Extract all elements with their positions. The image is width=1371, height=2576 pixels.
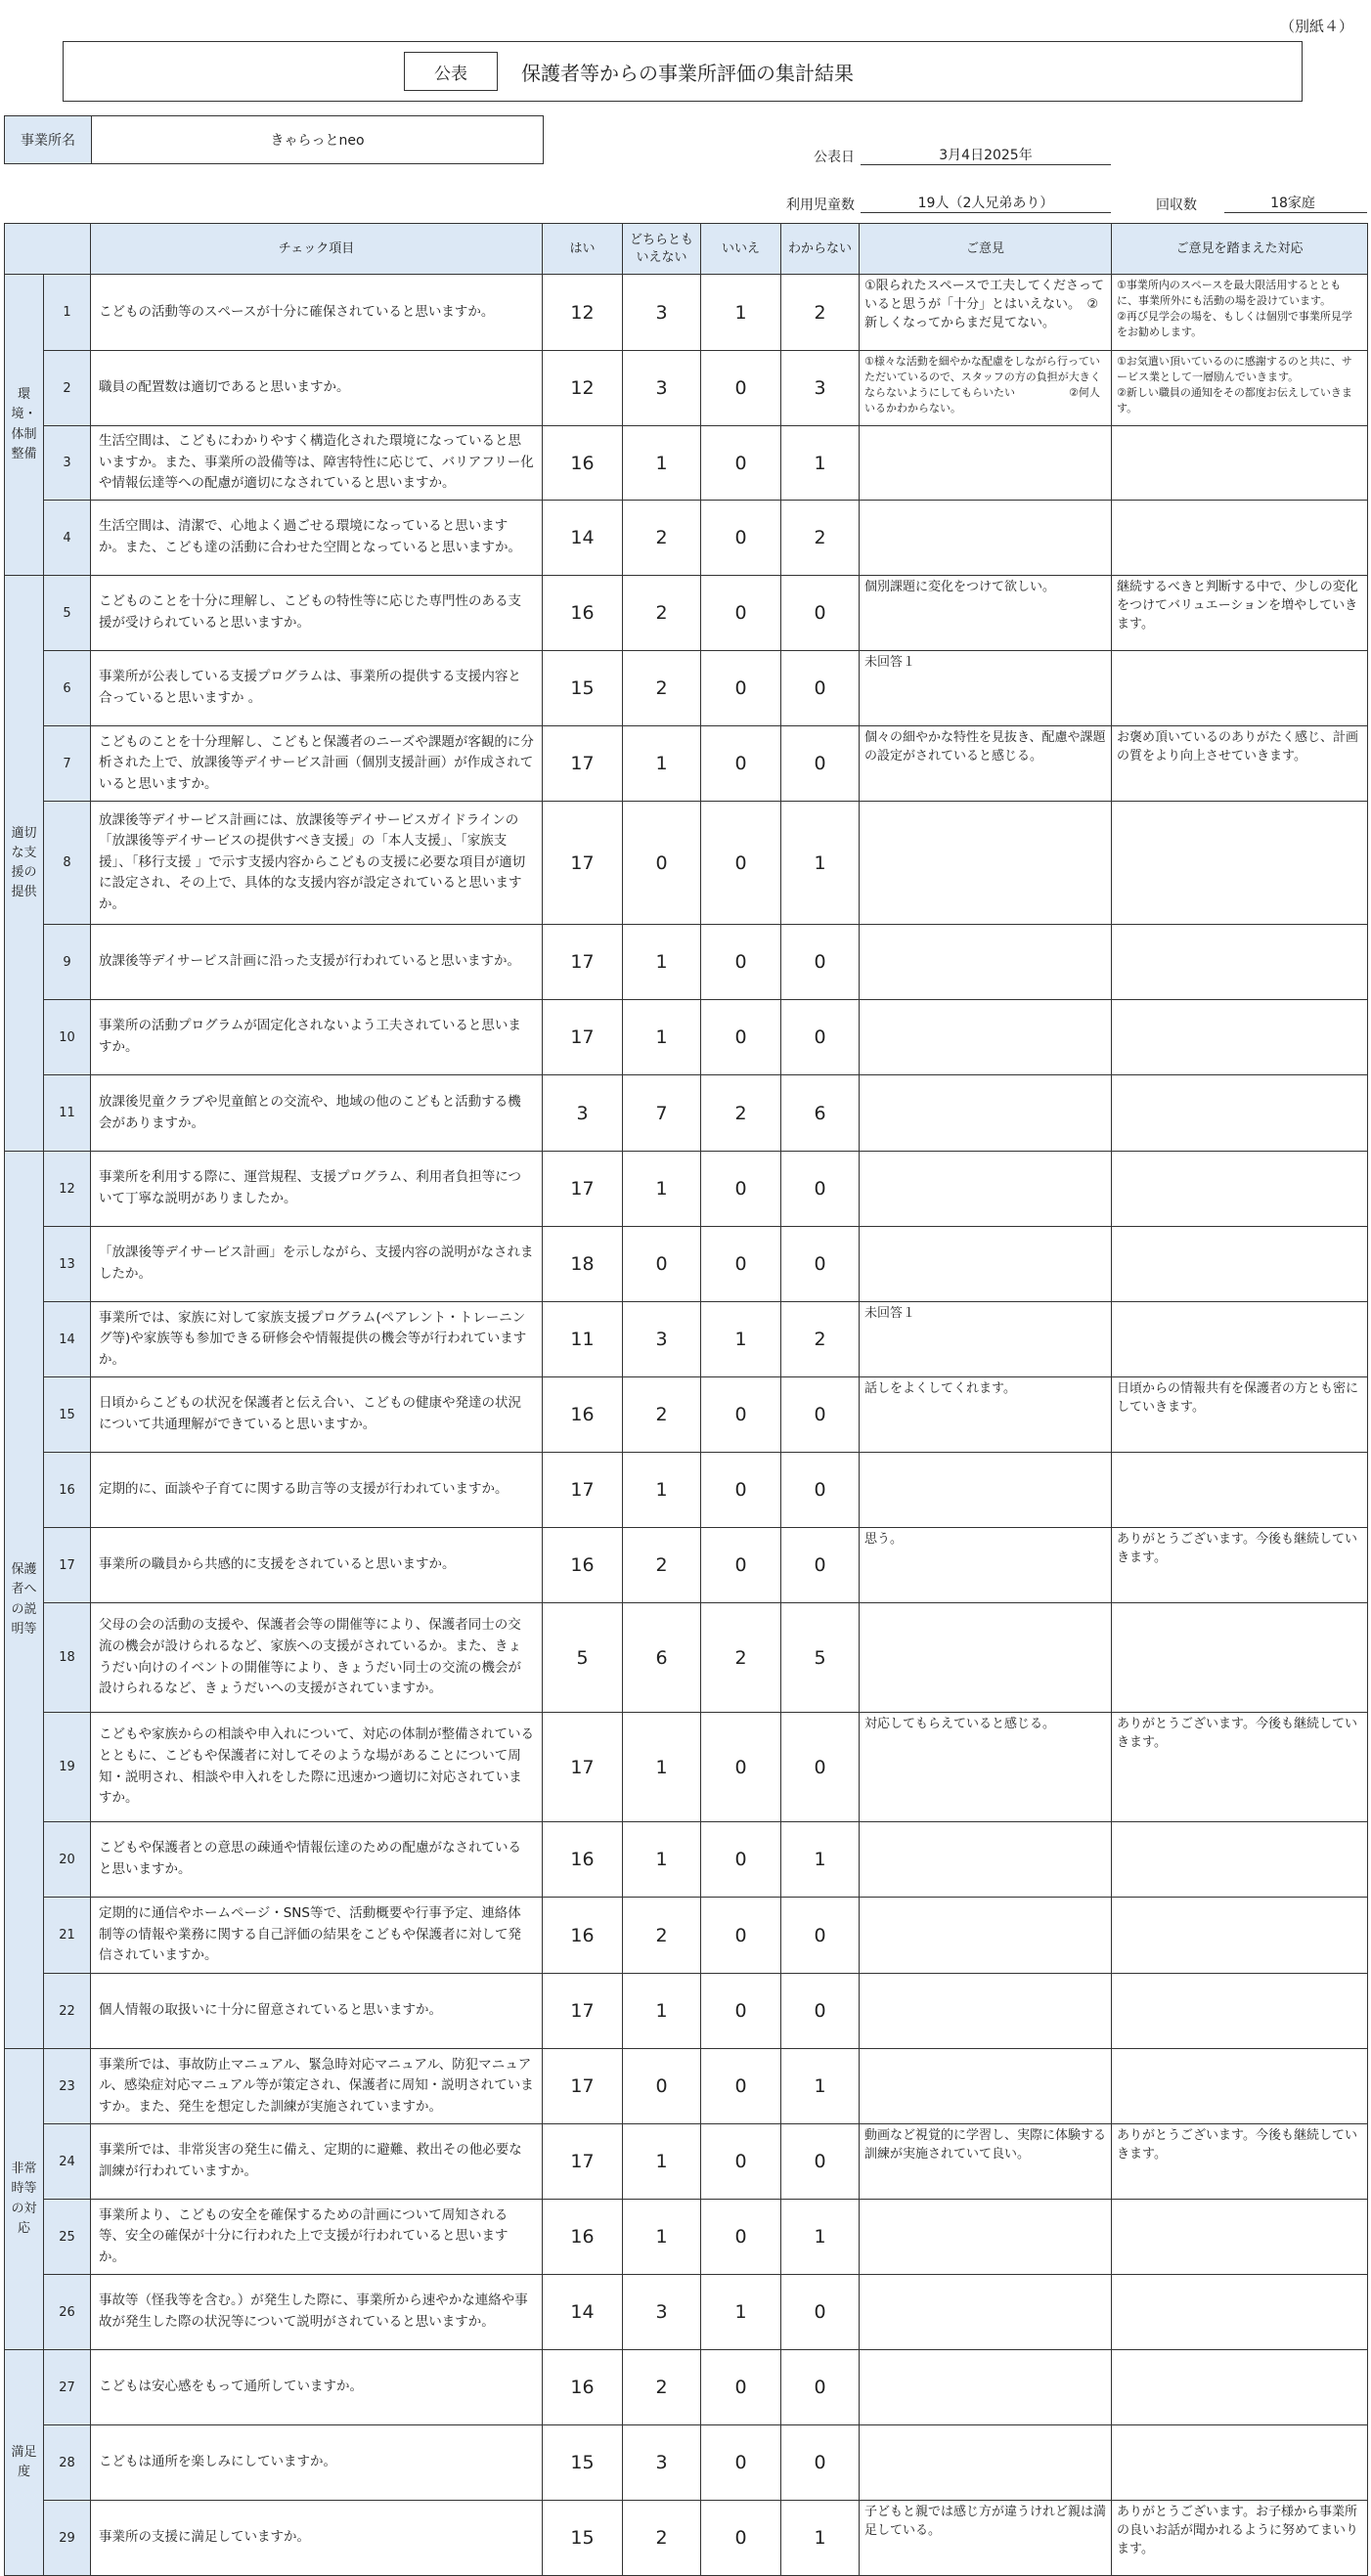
check-item-text: 事業所では、家族に対して家族支援プログラム(ペアレント・トレーニング等)や家族等も参加できる研修会や情報提供の機会等が行われていますか。 (91, 1302, 543, 1377)
count-neither: 1 (623, 1453, 701, 1528)
table-row (5, 1603, 1368, 1713)
response-text: お褒め頂いているのありがたく感じ、計画の質をより向上させていきます。 (1112, 726, 1368, 802)
count-unknown: 0 (781, 1227, 860, 1302)
count-unknown: 2 (781, 1302, 860, 1377)
count-yes: 16 (543, 2350, 623, 2425)
table-row (5, 1302, 1368, 1377)
response-text (1112, 1974, 1368, 2049)
item-number: 17 (44, 1528, 91, 1603)
table-row (5, 501, 1368, 576)
count-yes: 17 (543, 726, 623, 802)
count-yes: 17 (543, 1974, 623, 2049)
opinion-text: ①様々な活動を細やかな配慮をしながら行っていただいているので、スタッフの方の負担が大きくならないようにしてもらいたい ②何人いるかわからない。 (860, 351, 1112, 426)
response-text (1112, 802, 1368, 925)
opinion-text (860, 1898, 1112, 1974)
count-neither: 3 (623, 275, 701, 351)
table-row (5, 1713, 1368, 1822)
count-yes: 16 (543, 2200, 623, 2275)
collected-count-value: 18家庭 (1270, 196, 1315, 211)
header-response: ご意見を踏まえた対応 (1112, 224, 1368, 275)
count-neither: 3 (623, 2275, 701, 2350)
count-neither: 1 (623, 2200, 701, 2275)
item-number: 26 (44, 2275, 91, 2350)
response-text (1112, 426, 1368, 501)
count-no: 0 (701, 651, 781, 726)
table-row (5, 651, 1368, 726)
opinion-text (860, 1075, 1112, 1152)
response-text (1112, 925, 1368, 1000)
count-unknown: 2 (781, 501, 860, 576)
category-label: 保護 者へ の説 明等 (5, 1152, 44, 2049)
count-no: 0 (701, 2124, 781, 2200)
count-yes: 3 (543, 1075, 623, 1152)
count-neither: 1 (623, 1000, 701, 1075)
count-no: 0 (701, 351, 781, 426)
count-yes: 17 (543, 1713, 623, 1822)
item-number: 19 (44, 1713, 91, 1822)
response-text: 日頃からの情報共有を保護者の方とも密にしていきます。 (1112, 1377, 1368, 1453)
item-number: 22 (44, 1974, 91, 2049)
item-number: 12 (44, 1152, 91, 1227)
check-item-text: 事故等（怪我等を含む。）が発生した際に、事業所から速やかな連絡や事故が発生した際の状況等について説明がされていると思いますか。 (91, 2275, 543, 2350)
opinion-text (860, 426, 1112, 501)
response-text: ①事業所内のスペースを最大限活用するとともに、事業所外にも活動の場を設けています。 ②再び見学会の場を、もしくは個別で事業所見学をお勧めします。 (1112, 275, 1368, 351)
count-no: 0 (701, 1227, 781, 1302)
header-opinion: ご意見 (860, 224, 1112, 275)
check-item-text: 父母の会の活動の支援や、保護者会等の開催等により、保護者同士の交流の機会が設けられるなど、家族への支援がされているか。また、きょうだい向けのイベントの開催等により、きょうだい同士の交流の機会が設けられるなど、きょうだいへの支援がされていますか。 (91, 1603, 543, 1713)
facility-name-label: 事業所名 (5, 116, 92, 163)
table-row (5, 2049, 1368, 2124)
count-unknown: 0 (781, 576, 860, 651)
table-row (5, 275, 1368, 351)
count-yes: 14 (543, 2275, 623, 2350)
evaluation-table (4, 223, 1368, 2576)
response-text (1112, 2049, 1368, 2124)
count-no: 0 (701, 2350, 781, 2425)
page-title: 保護者等からの事業所評価の集計結果 (521, 61, 854, 85)
count-neither: 1 (623, 1152, 701, 1227)
response-text (1112, 1000, 1368, 1075)
response-text (1112, 2275, 1368, 2350)
count-neither: 0 (623, 802, 701, 925)
table-row (5, 426, 1368, 501)
facility-name-value: きゃらっとneo (270, 133, 365, 149)
count-yes: 15 (543, 651, 623, 726)
table-row (5, 802, 1368, 925)
opinion-text: 動画など視覚的に学習し、実際に体験する訓練が実施されていて良い。 (860, 2124, 1112, 2200)
table-row (5, 2200, 1368, 2275)
item-number: 18 (44, 1603, 91, 1713)
response-text: 継続するべきと判断する中で、少しの変化をつけてバリュエーションを増やしていきます。 (1112, 576, 1368, 651)
facility-name-row (4, 115, 544, 164)
count-yes: 14 (543, 501, 623, 576)
item-number: 10 (44, 1000, 91, 1075)
opinion-text: 未回答１ (860, 651, 1112, 726)
table-row (5, 1974, 1368, 2049)
publish-date-value: 3月4日2025年 (939, 148, 1033, 163)
count-no: 0 (701, 1822, 781, 1898)
check-item-text: 定期的に、面談や子育てに関する助言等の支援が行われていますか。 (91, 1453, 543, 1528)
category-label: 適切 な支 援の 提供 (5, 576, 44, 1152)
count-unknown: 1 (781, 2200, 860, 2275)
count-no: 0 (701, 2200, 781, 2275)
opinion-text (860, 925, 1112, 1000)
check-item-text: 事業所の支援に満足していますか。 (91, 2501, 543, 2576)
users-count-value: 19人（2人兄弟あり） (917, 196, 1054, 211)
response-text (1112, 1302, 1368, 1377)
opinion-text (860, 2425, 1112, 2501)
response-text (1112, 2350, 1368, 2425)
response-text (1112, 1227, 1368, 1302)
check-item-text: こどもや家族からの相談や申入れについて、対応の体制が整備されているとともに、こどもや保護者に対してそのような場があることについて周知・説明され、相談や申入れをした際に迅速かつ適切に対応されていますか。 (91, 1713, 543, 1822)
count-neither: 1 (623, 726, 701, 802)
opinion-text: ①限られたスペースで工夫してくださっていると思うが「十分」とはいえない。 ②新しくなってからまだ見てない。 (860, 275, 1112, 351)
item-number: 27 (44, 2350, 91, 2425)
response-text: ありがとうございます。今後も継続していきます。 (1112, 2124, 1368, 2200)
count-unknown: 0 (781, 1898, 860, 1974)
response-text (1112, 1152, 1368, 1227)
count-no: 0 (701, 1000, 781, 1075)
opinion-text (860, 1603, 1112, 1713)
count-no: 0 (701, 1898, 781, 1974)
check-item-text: 放課後等デイサービス計画に沿った支援が行われていると思いますか。 (91, 925, 543, 1000)
count-unknown: 0 (781, 2275, 860, 2350)
check-item-text: こどもは通所を楽しみにしていますか。 (91, 2425, 543, 2501)
opinion-text: 個別課題に変化をつけて欲しい。 (860, 576, 1112, 651)
count-neither: 1 (623, 2124, 701, 2200)
category-label: 非常 時等 の対 応 (5, 2049, 44, 2350)
response-text (1112, 651, 1368, 726)
table-header-row (5, 224, 1368, 275)
opinion-text (860, 802, 1112, 925)
count-yes: 17 (543, 802, 623, 925)
count-yes: 12 (543, 351, 623, 426)
opinion-text (860, 1822, 1112, 1898)
check-item-text: こどものことを十分理解し、こどもと保護者のニーズや課題が客観的に分析された上で、放課後等デイサービス計画（個別支援計画）が作成されていると思いますか。 (91, 726, 543, 802)
category-label: 満足 度 (5, 2350, 44, 2576)
opinion-text (860, 2049, 1112, 2124)
check-item-text: 事業所を利用する際に、運営規程、支援プログラム、利用者負担等について丁寧な説明がありましたか。 (91, 1152, 543, 1227)
count-neither: 2 (623, 576, 701, 651)
check-item-text: 放課後等デイサービス計画には、放課後等デイサービスガイドラインの「放課後等デイサービスの提供すべき支援」の「本人支援」、「家族支援」、「移行支援 」で示す支援内容からこどもの支援に必要な項目が適切に設定され、その上で、具体的な支援内容が設定されていると思いますか。 (91, 802, 543, 925)
count-neither: 3 (623, 351, 701, 426)
count-yes: 15 (543, 2501, 623, 2576)
count-neither: 2 (623, 1377, 701, 1453)
title-box (63, 41, 1303, 102)
check-item-text: 定期的に通信やホームページ・SNS等で、活動概要や行事予定、連絡体制等の情報や業務に関する自己評価の結果をこどもや保護者に対して発信されていますか。 (91, 1898, 543, 1974)
category-label: 環 境・ 体制 整備 (5, 275, 44, 576)
count-neither: 2 (623, 501, 701, 576)
response-text (1112, 1603, 1368, 1713)
response-text: ありがとうございます。今後も継続していきます。 (1112, 1528, 1368, 1603)
response-text (1112, 2200, 1368, 2275)
check-item-text: 放課後児童クラブや児童館との交流や、地域の他のこどもと活動する機会がありますか。 (91, 1075, 543, 1152)
count-unknown: 0 (781, 2350, 860, 2425)
count-unknown: 0 (781, 651, 860, 726)
table-row (5, 1152, 1368, 1227)
count-unknown: 0 (781, 1713, 860, 1822)
count-neither: 7 (623, 1075, 701, 1152)
table-row (5, 2501, 1368, 2576)
item-number: 3 (44, 426, 91, 501)
count-no: 0 (701, 426, 781, 501)
header-neither: どちらとも いえない (623, 224, 701, 275)
item-number: 9 (44, 925, 91, 1000)
table-row (5, 2425, 1368, 2501)
count-neither: 6 (623, 1603, 701, 1713)
count-yes: 16 (543, 1528, 623, 1603)
item-number: 13 (44, 1227, 91, 1302)
opinion-text (860, 2275, 1112, 2350)
count-no: 0 (701, 1528, 781, 1603)
opinion-text: 個々の細やかな特性を見抜き、配慮や課題の設定がされていると感じる。 (860, 726, 1112, 802)
response-text (1112, 501, 1368, 576)
count-neither: 2 (623, 1898, 701, 1974)
item-number: 23 (44, 2049, 91, 2124)
count-unknown: 0 (781, 1974, 860, 2049)
opinion-text (860, 501, 1112, 576)
collected-count-label: 回収数 (1156, 197, 1197, 213)
count-neither: 1 (623, 1713, 701, 1822)
check-item-text: 事業所の職員から共感的に支援をされていると思いますか。 (91, 1528, 543, 1603)
table-row (5, 1453, 1368, 1528)
table-row (5, 2275, 1368, 2350)
response-text: ありがとうございます。お子様から事業所の良いお話が聞かれるように努めてまいります。 (1112, 2501, 1368, 2576)
response-text (1112, 1453, 1368, 1528)
opinion-text: 話しをよくしてくれます。 (860, 1377, 1112, 1453)
table-row (5, 1822, 1368, 1898)
count-unknown: 1 (781, 1822, 860, 1898)
count-yes: 16 (543, 1377, 623, 1453)
count-unknown: 3 (781, 351, 860, 426)
table-row (5, 576, 1368, 651)
header-no: いいえ (701, 224, 781, 275)
item-number: 11 (44, 1075, 91, 1152)
response-text: ①お気遣い頂いているのに感謝するのと共に、サービス業として一層励んでいきます。 ②新しい職員の通知をその都度お伝えしていきます。 (1112, 351, 1368, 426)
table-row (5, 351, 1368, 426)
item-number: 4 (44, 501, 91, 576)
count-no: 2 (701, 1603, 781, 1713)
count-yes: 16 (543, 576, 623, 651)
count-yes: 11 (543, 1302, 623, 1377)
count-unknown: 0 (781, 2425, 860, 2501)
header-yes: はい (543, 224, 623, 275)
publish-date-underline (861, 164, 1111, 165)
count-neither: 2 (623, 2501, 701, 2576)
count-unknown: 0 (781, 726, 860, 802)
count-no: 0 (701, 1974, 781, 2049)
table-row (5, 2350, 1368, 2425)
opinion-text: 子どもと親では感じ方が違うけれど親は満足している。 (860, 2501, 1112, 2576)
check-item-text: 職員の配置数は適切であると思いますか。 (91, 351, 543, 426)
count-unknown: 0 (781, 1152, 860, 1227)
count-no: 0 (701, 2501, 781, 2576)
check-item-text: 「放課後等デイサービス計画」を示しながら、支援内容の説明がなされましたか。 (91, 1227, 543, 1302)
count-yes: 17 (543, 1453, 623, 1528)
header-unknown: わからない (781, 224, 860, 275)
count-no: 0 (701, 1713, 781, 1822)
table-row (5, 1075, 1368, 1152)
response-text (1112, 1822, 1368, 1898)
item-number: 6 (44, 651, 91, 726)
opinion-text (860, 2350, 1112, 2425)
attachment-label: （別紙４） (1279, 18, 1353, 35)
count-unknown: 1 (781, 426, 860, 501)
count-unknown: 5 (781, 1603, 860, 1713)
table-row (5, 1528, 1368, 1603)
check-item-text: 事業所が公表している支援プログラムは、事業所の提供する支援内容と合っていると思いますか 。 (91, 651, 543, 726)
count-unknown: 1 (781, 802, 860, 925)
item-number: 14 (44, 1302, 91, 1377)
users-count-label: 利用児童数 (786, 197, 855, 213)
count-neither: 2 (623, 651, 701, 726)
count-yes: 17 (543, 1152, 623, 1227)
check-item-text: 事業所より、こどもの安全を確保するための計画について周知される等、安全の確保が十分に行われた上で支援が行われていると思いますか。 (91, 2200, 543, 2275)
opinion-text (860, 1000, 1112, 1075)
count-yes: 16 (543, 1898, 623, 1974)
item-number: 1 (44, 275, 91, 351)
count-no: 1 (701, 2275, 781, 2350)
count-yes: 5 (543, 1603, 623, 1713)
check-item-text: 生活空間は、清潔で、心地よく過ごせる環境になっていると思いますか。また、こども達の活動に合わせた空間となっていると思いますか。 (91, 501, 543, 576)
count-unknown: 2 (781, 275, 860, 351)
count-neither: 2 (623, 1528, 701, 1603)
count-unknown: 6 (781, 1075, 860, 1152)
count-yes: 15 (543, 2425, 623, 2501)
count-neither: 1 (623, 1822, 701, 1898)
count-no: 0 (701, 726, 781, 802)
count-neither: 0 (623, 1227, 701, 1302)
count-no: 1 (701, 275, 781, 351)
table-row (5, 726, 1368, 802)
response-text: ありがとうございます。今後も継続していきます。 (1112, 1713, 1368, 1822)
item-number: 21 (44, 1898, 91, 1974)
opinion-text (860, 1453, 1112, 1528)
count-no: 0 (701, 1377, 781, 1453)
opinion-text: 対応してもらえていると感じる。 (860, 1713, 1112, 1822)
opinion-text (860, 1227, 1112, 1302)
opinion-text (860, 1152, 1112, 1227)
count-no: 0 (701, 802, 781, 925)
count-yes: 17 (543, 2049, 623, 2124)
count-unknown: 0 (781, 1377, 860, 1453)
response-text (1112, 1075, 1368, 1152)
count-unknown: 0 (781, 925, 860, 1000)
item-number: 5 (44, 576, 91, 651)
count-no: 0 (701, 1152, 781, 1227)
item-number: 8 (44, 802, 91, 925)
count-unknown: 0 (781, 2124, 860, 2200)
count-no: 0 (701, 2425, 781, 2501)
table-row (5, 1377, 1368, 1453)
count-no: 0 (701, 2049, 781, 2124)
item-number: 2 (44, 351, 91, 426)
count-yes: 17 (543, 925, 623, 1000)
count-yes: 17 (543, 2124, 623, 2200)
count-unknown: 1 (781, 2501, 860, 2576)
check-item-text: 事業所では、事故防止マニュアル、緊急時対応マニュアル、防犯マニュアル、感染症対応マニュアル等が策定され、保護者に周知・説明されていますか。また、発生を想定した訓練が実施されていますか。 (91, 2049, 543, 2124)
count-yes: 16 (543, 1822, 623, 1898)
header-blank (5, 224, 91, 275)
table-row (5, 2124, 1368, 2200)
count-neither: 1 (623, 426, 701, 501)
item-number: 7 (44, 726, 91, 802)
check-item-text: 個人情報の取扱いに十分に留意されていると思いますか。 (91, 1974, 543, 2049)
count-no: 0 (701, 1453, 781, 1528)
count-yes: 17 (543, 1000, 623, 1075)
opinion-text: 未回答１ (860, 1302, 1112, 1377)
check-item-text: 日頃からこどもの状況を保護者と伝え合い、こどもの健康や発達の状況について共通理解ができていると思いますか。 (91, 1377, 543, 1453)
count-no: 0 (701, 501, 781, 576)
check-item-text: 事業所では、非常災害の発生に備え、定期的に避難、救出その他必要な訓練が行われていますか。 (91, 2124, 543, 2200)
count-unknown: 0 (781, 1453, 860, 1528)
count-no: 2 (701, 1075, 781, 1152)
item-number: 25 (44, 2200, 91, 2275)
count-yes: 18 (543, 1227, 623, 1302)
item-number: 20 (44, 1822, 91, 1898)
table-row (5, 1000, 1368, 1075)
item-number: 28 (44, 2425, 91, 2501)
opinion-text (860, 2200, 1112, 2275)
check-item-text: こどもや保護者との意思の疎通や情報伝達のための配慮がなされていると思いますか。 (91, 1822, 543, 1898)
count-neither: 0 (623, 2049, 701, 2124)
response-text (1112, 1898, 1368, 1974)
response-text (1112, 2425, 1368, 2501)
count-yes: 16 (543, 426, 623, 501)
public-badge: 公表 (404, 52, 498, 91)
count-neither: 1 (623, 925, 701, 1000)
item-number: 29 (44, 2501, 91, 2576)
check-item-text: こどものことを十分に理解し、こどもの特性等に応じた専門性のある支援が受けられていると思いますか。 (91, 576, 543, 651)
count-no: 0 (701, 925, 781, 1000)
check-item-text: 事業所の活動プログラムが固定化されないよう工夫されていると思いますか。 (91, 1000, 543, 1075)
publish-date-label: 公表日 (814, 150, 855, 165)
check-item-text: 生活空間は、こどもにわかりやすく構造化された環境になっていると思いますか。また、事業所の設備等は、障害特性に応じて、バリアフリー化や情報伝達等への配慮が適切になされていると思いますか。 (91, 426, 543, 501)
count-unknown: 1 (781, 2049, 860, 2124)
table-row (5, 1898, 1368, 1974)
item-number: 24 (44, 2124, 91, 2200)
count-yes: 12 (543, 275, 623, 351)
count-no: 0 (701, 576, 781, 651)
count-unknown: 0 (781, 1528, 860, 1603)
count-unknown: 0 (781, 1000, 860, 1075)
opinion-text: 思う。 (860, 1528, 1112, 1603)
check-item-text: こどもは安心感をもって通所していますか。 (91, 2350, 543, 2425)
item-number: 15 (44, 1377, 91, 1453)
check-item-text: こどもの活動等のスペースが十分に確保されていると思いますか。 (91, 275, 543, 351)
table-row (5, 925, 1368, 1000)
opinion-text (860, 1974, 1112, 2049)
users-count-underline (861, 212, 1111, 213)
count-no: 1 (701, 1302, 781, 1377)
count-neither: 3 (623, 1302, 701, 1377)
header-check-item: チェック項目 (91, 224, 543, 275)
collected-count-underline (1224, 212, 1367, 213)
table-row (5, 1227, 1368, 1302)
count-neither: 3 (623, 2425, 701, 2501)
item-number: 16 (44, 1453, 91, 1528)
count-neither: 2 (623, 2350, 701, 2425)
count-neither: 1 (623, 1974, 701, 2049)
